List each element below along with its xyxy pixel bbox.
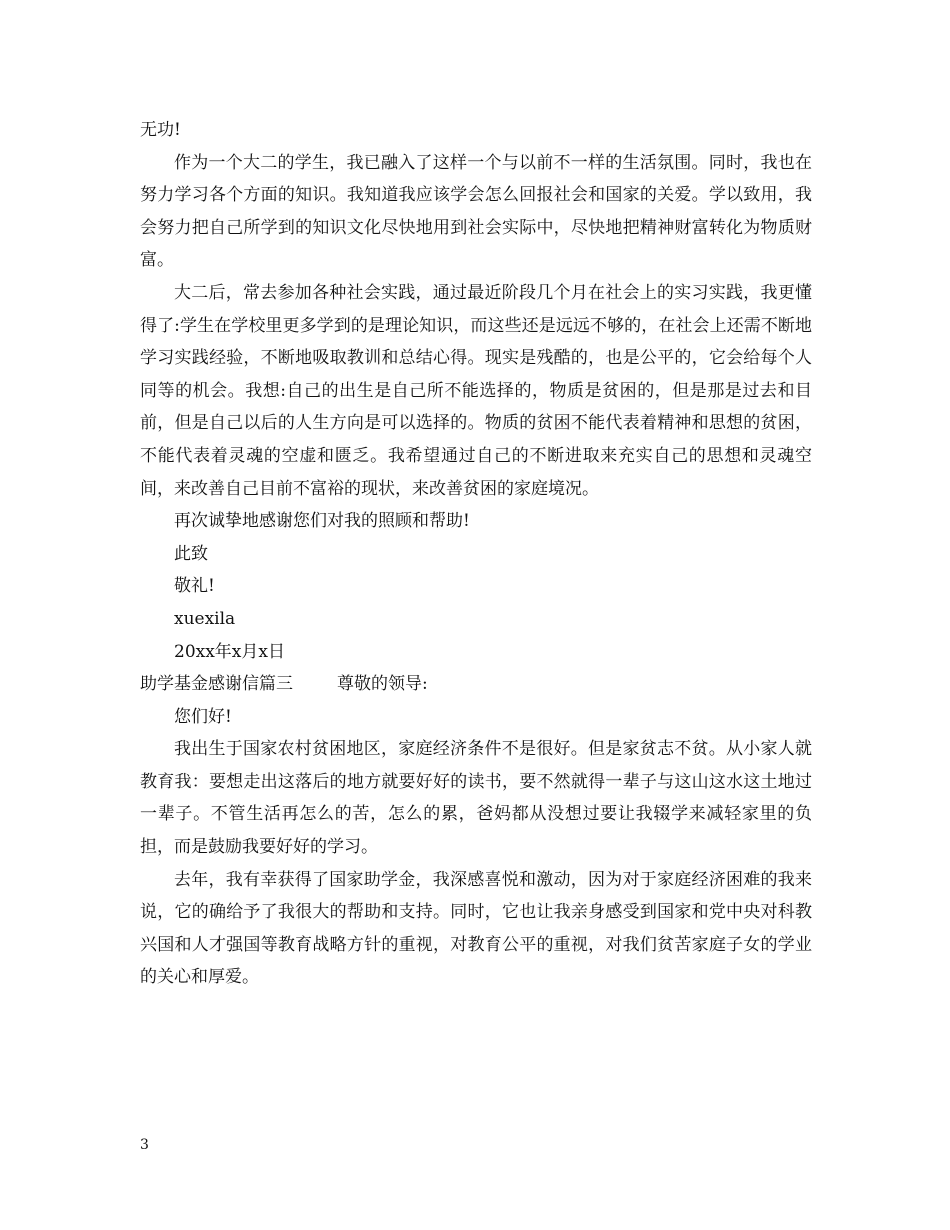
section-heading (140, 668, 812, 701)
paragraph-background: 我出生于国家农村贫困地区，家庭经济条件不是很好。但是家贫志不贫。从小家人就教育我：要想走出这落后的地方就要好好的读书，要不然就得一辈子与这山这水这土地过一辈子。不管生活再怎么的苦，怎么的累，爸妈都从没想过要让我辍学来减轻家里的负担，而是鼓励我要好好的学习。 (140, 739, 812, 858)
closing-jingli: 敬礼! (174, 576, 215, 597)
paragraph-sophomore-study: 作为一个大二的学生，我已融入了这样一个与以前不一样的生活氛围。同时，我也在努力学习各个方面的知识。我知道我应该学会怎么回报社会和国家的关爱。学以致用，我会努力把自己所学到的知识文化尽快地用到社会实际中，尽快地把精神财富转化为物质财富。 (140, 152, 812, 271)
paragraph-thanks-again: 再次诚挚地感谢您们对我的照顾和帮助! (174, 511, 470, 532)
paragraph-opening-fragment: 无功! (140, 120, 181, 140)
paragraph-social-practice: 大二后，常去参加各种社会实践，通过最近阶段几个月在社会上的实习实践，我更懂得了:学生在学校里更多学到的是理论知识，而这些还是远远不够的，在社会上还需不断地学习实践经验，不断地吸取教训和总结心得。现实是残酷的，也是公平的，它会给每个人同等的机会。我想:自己的出生是自己所不能选择的，物质是贫困的，但是那是过去和目前，但是自己以后的人生方向是可以选择的。物质的贫困不能代表着精神和思想的贫困，不能代表着灵魂的空虚和匮乏。我希望通过自己的不断进取来充实自己的思想和灵魂空间，来改善自己目前不富裕的现状，来改善贫困的家庭境况。 (140, 282, 812, 499)
document-body (140, 114, 812, 994)
salutation: 尊敬的领导: (337, 674, 428, 695)
greeting: 您们好! (174, 706, 232, 727)
signature-date: 20xx年x月x日 (174, 641, 285, 662)
signature-name: xuexila (174, 608, 236, 629)
closing-cizhi: 此致 (174, 543, 208, 564)
paragraph-grant-received: 去年，我有幸获得了国家助学金，我深感喜悦和激动，因为对于家庭经济困难的我来说，它的确给予了我很大的帮助和支持。同时，它也让我亲身感受到国家和党中央对科教兴国和人才强国等教育战略方针的重视，对教育公平的重视，对我们贫苦家庭子女的学业的关心和厚爱。 (140, 869, 812, 988)
page-number: 3 (140, 1137, 149, 1153)
section-title: 助学基金感谢信篇三 (140, 674, 293, 695)
